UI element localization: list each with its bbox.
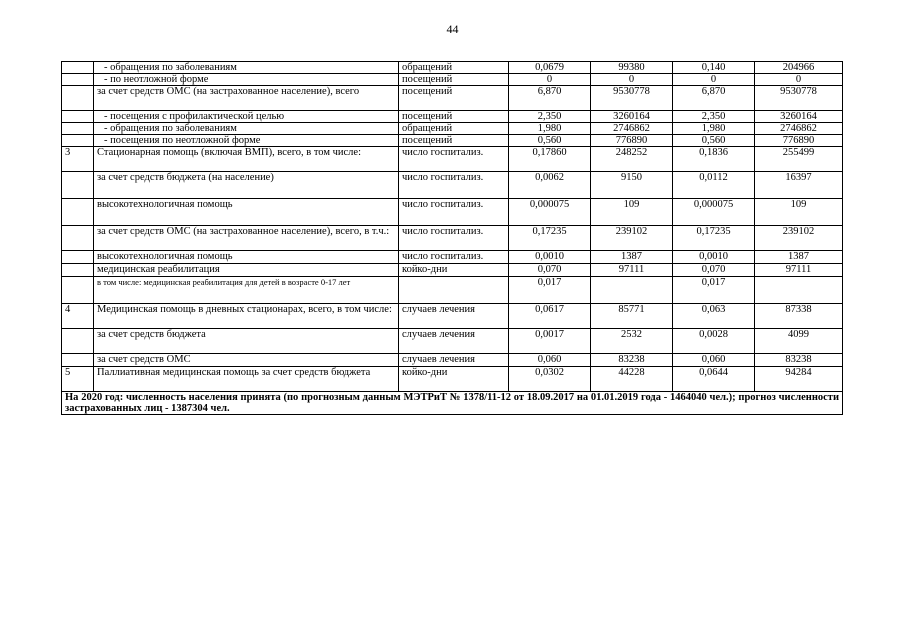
table-row [62, 226, 843, 251]
row-number [62, 329, 94, 354]
row-name: за счет средств ОМС [94, 354, 399, 367]
row-name: за счет средств бюджета [94, 329, 399, 354]
row-name: высокотехнологичная помощь [94, 199, 399, 226]
value-norm-2020: 0,0028 [673, 329, 755, 354]
value-norm-2019: 0,17860 [509, 147, 591, 172]
row-number: 3 [62, 147, 94, 172]
value-volume-2019: 109 [591, 199, 673, 226]
row-unit: случаев лечения [399, 304, 509, 329]
row-name: - посещения по неотложной форме [94, 135, 399, 147]
value-volume-2019 [591, 277, 673, 304]
value-norm-2020: 0,0112 [673, 172, 755, 199]
value-norm-2020: 0,0010 [673, 251, 755, 264]
value-volume-2020: 83238 [755, 354, 843, 367]
table-row [62, 123, 843, 135]
row-number [62, 251, 94, 264]
row-unit: койко-дни [399, 264, 509, 277]
value-volume-2019: 776890 [591, 135, 673, 147]
row-number [62, 123, 94, 135]
value-volume-2019: 3260164 [591, 111, 673, 123]
table-row [62, 74, 843, 86]
row-unit: число госпитализ. [399, 251, 509, 264]
row-unit: койко-дни [399, 367, 509, 392]
row-name: высокотехнологичная помощь [94, 251, 399, 264]
value-norm-2019: 1,980 [509, 123, 591, 135]
row-number [62, 264, 94, 277]
value-volume-2019: 85771 [591, 304, 673, 329]
value-volume-2020: 94284 [755, 367, 843, 392]
table-row [62, 354, 843, 367]
value-norm-2019: 0,070 [509, 264, 591, 277]
row-name: Стационарная помощь (включая ВМП), всего, в том числе: [94, 147, 399, 172]
value-norm-2019: 0,060 [509, 354, 591, 367]
value-volume-2019: 239102 [591, 226, 673, 251]
value-norm-2020: 0,060 [673, 354, 755, 367]
row-unit: число госпитализ. [399, 199, 509, 226]
population-note: На 2020 год: численность населения принята (по прогнозным данным МЭТРиТ № 1378/11-12 от 18.09.2017 на 01.01.2019 года - 1464040 чел.); прогноз численности застрахованных лиц - 1387304 чел. [62, 392, 843, 415]
row-unit [399, 277, 509, 304]
value-volume-2019: 97111 [591, 264, 673, 277]
value-norm-2019: 0,17235 [509, 226, 591, 251]
table-row [62, 251, 843, 264]
table-row [62, 86, 843, 111]
value-volume-2020: 9530778 [755, 86, 843, 111]
value-norm-2020: 0 [673, 74, 755, 86]
value-volume-2020: 97111 [755, 264, 843, 277]
value-volume-2020: 3260164 [755, 111, 843, 123]
value-volume-2020: 239102 [755, 226, 843, 251]
table-row [62, 147, 843, 172]
value-volume-2020 [755, 277, 843, 304]
table-row [62, 199, 843, 226]
value-norm-2020: 0,017 [673, 277, 755, 304]
value-volume-2019: 99380 [591, 62, 673, 74]
value-volume-2020: 2746862 [755, 123, 843, 135]
medical-care-table [61, 61, 843, 415]
table-row [62, 135, 843, 147]
value-norm-2020: 0,063 [673, 304, 755, 329]
value-volume-2020: 255499 [755, 147, 843, 172]
row-unit: число госпитализ. [399, 172, 509, 199]
value-norm-2019: 0,0302 [509, 367, 591, 392]
table-row [62, 304, 843, 329]
row-number [62, 74, 94, 86]
row-number: 5 [62, 367, 94, 392]
page-number: 44 [446, 22, 459, 36]
row-number [62, 86, 94, 111]
row-name: за счет средств ОМС (на застрахованное население), всего, в т.ч.: [94, 226, 399, 251]
row-unit: обращений [399, 123, 509, 135]
value-volume-2019: 248252 [591, 147, 673, 172]
value-norm-2019: 0,560 [509, 135, 591, 147]
row-name: - обращения по заболеваниям [94, 62, 399, 74]
row-unit: случаев лечения [399, 329, 509, 354]
value-norm-2020: 0,140 [673, 62, 755, 74]
value-norm-2019: 0 [509, 74, 591, 86]
row-unit: обращений [399, 62, 509, 74]
row-name: Медицинская помощь в дневных стационарах, всего, в том числе: [94, 304, 399, 329]
row-name: медицинская реабилитация [94, 264, 399, 277]
table-row [62, 277, 843, 304]
value-volume-2019: 9530778 [591, 86, 673, 111]
value-volume-2020: 87338 [755, 304, 843, 329]
value-norm-2019: 0,0062 [509, 172, 591, 199]
table-body [62, 62, 843, 415]
value-volume-2019: 2746862 [591, 123, 673, 135]
row-name: - обращения по заболеваниям [94, 123, 399, 135]
value-volume-2020: 109 [755, 199, 843, 226]
value-norm-2020: 2,350 [673, 111, 755, 123]
row-unit: случаев лечения [399, 354, 509, 367]
value-volume-2019: 83238 [591, 354, 673, 367]
row-unit: число госпитализ. [399, 147, 509, 172]
value-volume-2020: 0 [755, 74, 843, 86]
value-norm-2019: 0,0010 [509, 251, 591, 264]
value-norm-2019: 0,0679 [509, 62, 591, 74]
value-norm-2020: 0,000075 [673, 199, 755, 226]
table-row [62, 62, 843, 74]
row-number [62, 172, 94, 199]
value-norm-2019: 0,0017 [509, 329, 591, 354]
value-norm-2019: 2,350 [509, 111, 591, 123]
row-number [62, 354, 94, 367]
value-volume-2020: 776890 [755, 135, 843, 147]
value-norm-2020: 0,560 [673, 135, 755, 147]
row-number [62, 277, 94, 304]
value-volume-2020: 4099 [755, 329, 843, 354]
value-volume-2020: 204966 [755, 62, 843, 74]
value-norm-2020: 1,980 [673, 123, 755, 135]
row-number [62, 226, 94, 251]
value-volume-2020: 1387 [755, 251, 843, 264]
value-volume-2019: 44228 [591, 367, 673, 392]
value-norm-2019: 0,017 [509, 277, 591, 304]
value-norm-2019: 0,0617 [509, 304, 591, 329]
value-norm-2019: 0,000075 [509, 199, 591, 226]
value-norm-2020: 0,070 [673, 264, 755, 277]
value-volume-2020: 16397 [755, 172, 843, 199]
row-unit: посещений [399, 135, 509, 147]
value-norm-2020: 6,870 [673, 86, 755, 111]
row-name: - по неотложной форме [94, 74, 399, 86]
row-number [62, 199, 94, 226]
row-name: - посещения с профилактической целью [94, 111, 399, 123]
table-row [62, 111, 843, 123]
row-unit: посещений [399, 86, 509, 111]
value-volume-2019: 1387 [591, 251, 673, 264]
row-number [62, 62, 94, 74]
value-volume-2019: 2532 [591, 329, 673, 354]
row-name: Паллиативная медицинская помощь за счет средств бюджета [94, 367, 399, 392]
note-row [62, 392, 843, 415]
row-number [62, 111, 94, 123]
table-row [62, 329, 843, 354]
row-unit: посещений [399, 111, 509, 123]
table-row [62, 172, 843, 199]
row-number [62, 135, 94, 147]
row-number: 4 [62, 304, 94, 329]
value-norm-2019: 6,870 [509, 86, 591, 111]
row-name: за счет средств бюджета (на население) [94, 172, 399, 199]
row-name: в том числе: медицинская реабилитация для детей в возрасте 0-17 лет [94, 277, 399, 304]
value-norm-2020: 0,1836 [673, 147, 755, 172]
value-norm-2020: 0,17235 [673, 226, 755, 251]
value-volume-2019: 0 [591, 74, 673, 86]
row-unit: посещений [399, 74, 509, 86]
value-volume-2019: 9150 [591, 172, 673, 199]
row-name: за счет средств ОМС (на застрахованное население), всего [94, 86, 399, 111]
row-unit: число госпитализ. [399, 226, 509, 251]
table-row [62, 264, 843, 277]
table-row [62, 367, 843, 392]
value-norm-2020: 0,0644 [673, 367, 755, 392]
